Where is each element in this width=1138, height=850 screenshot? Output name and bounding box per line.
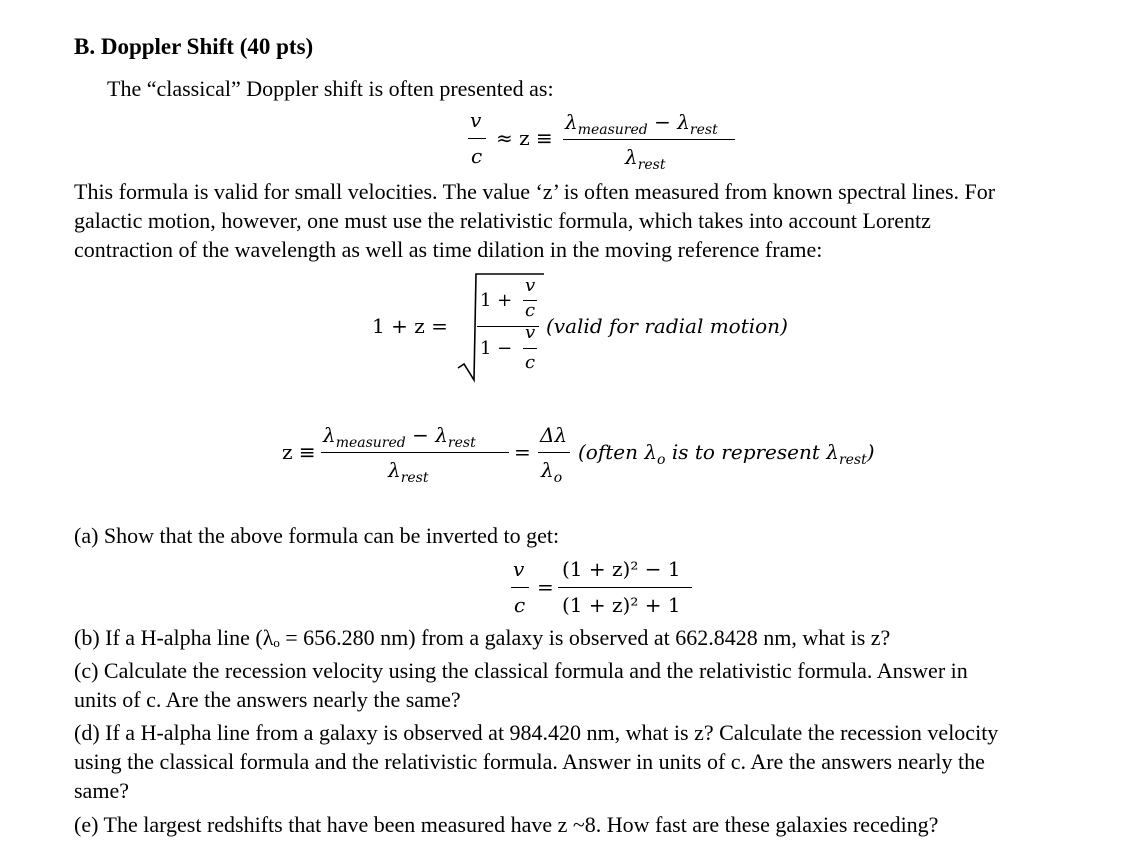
eq4-vc-bar [511, 587, 529, 588]
part-e-text: (e) The largest redshifts that have been measured have z ~8. How fast are these galaxies receding? [74, 812, 939, 837]
eq2-den-c: c [525, 352, 536, 373]
eq1-approx-z: ≈ z ≡ [496, 126, 553, 150]
paragraph-line-2: galactic motion, however, one must use the relativistic formula, which takes into account Lorentz [74, 208, 931, 233]
eq1-numerator: $\lambda_{measured} - \lambda_{rest}$ [565, 110, 718, 138]
part-d-line-1: (d) If a H-alpha line from a galaxy is observed at 984.420 nm, what is z? Calculate the recession velocity [74, 720, 999, 745]
intro-text: The “classical” Doppler shift is often presented as: [107, 76, 554, 101]
part-c-line-2: units of c. Are the answers nearly the same? [74, 687, 461, 712]
eq4-v: v [513, 557, 525, 581]
part-a-text: (a) Show that the above formula can be inverted to get: [74, 523, 560, 548]
eq1-denominator: $\lambda_{rest}$ [625, 145, 666, 173]
eq4-numerator: (1 + z)² − 1 [562, 557, 681, 581]
eq2-den-one: 1 − [480, 338, 513, 359]
eq2-den-v: v [525, 322, 536, 343]
eq3-dl-bar [538, 452, 570, 453]
eq3-denominator: $\lambda_{rest}$ [388, 458, 429, 486]
eq2-lhs: 1 + z = [372, 314, 448, 338]
section-heading: B. Doppler Shift (40 pts) [74, 34, 314, 59]
eq3-equals: = [514, 440, 531, 464]
part-c-line-1: (c) Calculate the recession velocity using the classical formula and the relativistic formula. Answer in [74, 658, 968, 683]
eq1-v: v [470, 108, 482, 132]
eq3-numerator: $\lambda_{measured} - \lambda_{rest}$ [323, 423, 476, 451]
part-b-text: (b) If a H-alpha line (λₒ = 656.280 nm) from a galaxy is observed at 662.8428 nm, what is z? [74, 625, 891, 650]
part-d-line-3: same? [74, 778, 129, 803]
eq2-num-c: c [525, 300, 536, 321]
eq4-fraction-bar [558, 587, 692, 588]
eq3-delta-lambda: Δλ [540, 423, 568, 447]
eq3-note: (often $\lambda_o$ is to represent $\lambda_{rest}$) [578, 440, 875, 468]
eq4-c: c [514, 593, 526, 617]
eq1-c: c [471, 144, 483, 168]
eq1-fraction-bar [563, 139, 735, 140]
eq2-num-one: 1 + [480, 290, 513, 311]
eq2-note: (valid for radial motion) [546, 314, 788, 338]
eq4-denominator: (1 + z)² + 1 [562, 593, 681, 617]
paragraph-line-3: contraction of the wavelength as well as time dilation in the moving reference frame: [74, 237, 823, 262]
eq3-lambda-o: $\lambda_o$ [541, 458, 563, 486]
part-d-line-2: using the classical formula and the relativistic formula. Answer in units of c. Are the answers nearly the [74, 749, 985, 774]
eq3-z-def: z ≡ [282, 440, 316, 464]
eq4-equals: = [537, 575, 554, 599]
paragraph-line-1: This formula is valid for small velocities. The value ‘z’ is often measured from known spectral lines. For [74, 179, 996, 204]
eq1-vc-bar [468, 138, 486, 139]
eq2-num-v: v [525, 275, 536, 296]
eq3-fraction-bar [321, 452, 509, 453]
eq2-den-vc-bar [523, 348, 537, 349]
